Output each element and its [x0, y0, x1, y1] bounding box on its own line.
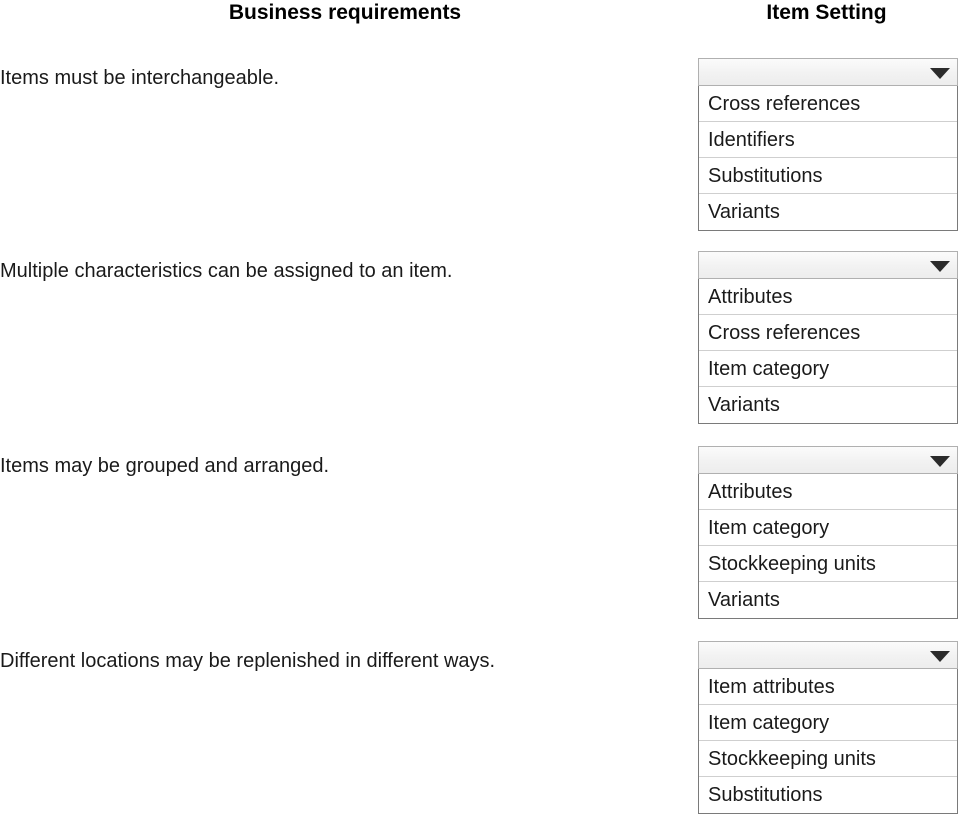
dropdown-option[interactable]: Attributes	[699, 474, 957, 510]
dropdown-closed-field[interactable]	[698, 58, 958, 86]
dropdown-option[interactable]: Variants	[708, 201, 780, 223]
dropdown-option-list	[698, 86, 958, 231]
dropdown-closed-field[interactable]	[698, 446, 958, 474]
item-setting-dropdown-4[interactable]	[698, 641, 958, 814]
dropdown-option[interactable]: Variants	[708, 589, 780, 611]
item-setting-dropdown-2[interactable]	[698, 251, 958, 424]
dropdown-option[interactable]: Item category	[699, 510, 957, 546]
requirement-text: Multiple characteristics can be assigned to an item.	[0, 260, 453, 282]
chevron-down-icon[interactable]	[926, 450, 954, 472]
item-setting-dropdown-3[interactable]	[698, 446, 958, 619]
chevron-down-icon[interactable]	[926, 645, 954, 667]
item-setting-dropdown-1[interactable]	[698, 58, 958, 231]
dropdown-closed-field[interactable]	[698, 641, 958, 669]
chevron-down-icon[interactable]	[926, 255, 954, 277]
chevron-down-icon[interactable]	[926, 62, 954, 84]
requirement-text: Different locations may be replenished in different ways.	[0, 650, 496, 672]
dropdown-option[interactable]: Identifiers	[699, 122, 957, 158]
requirement-text: Items may be grouped and arranged.	[0, 455, 330, 477]
dropdown-option[interactable]: Variants	[708, 394, 780, 416]
dropdown-closed-field[interactable]	[698, 251, 958, 279]
dropdown-option[interactable]: Attributes	[699, 279, 957, 315]
dropdown-option-list	[698, 669, 958, 814]
dropdown-option[interactable]: Cross references	[699, 315, 957, 351]
dropdown-option[interactable]: Item category	[699, 705, 957, 741]
table-header	[0, 0, 963, 30]
dropdown-option[interactable]: Item category	[699, 351, 957, 387]
dropdown-option[interactable]: Stockkeeping units	[699, 546, 957, 582]
requirement-text: Items must be interchangeable.	[0, 67, 280, 89]
column-header-item-setting: Item Setting	[766, 1, 887, 24]
dropdown-option-list	[698, 279, 958, 424]
dropdown-option[interactable]: Item attributes	[699, 669, 957, 705]
dropdown-option[interactable]: Cross references	[699, 86, 957, 122]
dropdown-option[interactable]: Substitutions	[699, 158, 957, 194]
dropdown-option[interactable]: Substitutions	[708, 784, 823, 806]
dropdown-option[interactable]: Stockkeeping units	[699, 741, 957, 777]
dropdown-option-list	[698, 474, 958, 619]
column-header-business-requirements: Business requirements	[228, 1, 462, 24]
